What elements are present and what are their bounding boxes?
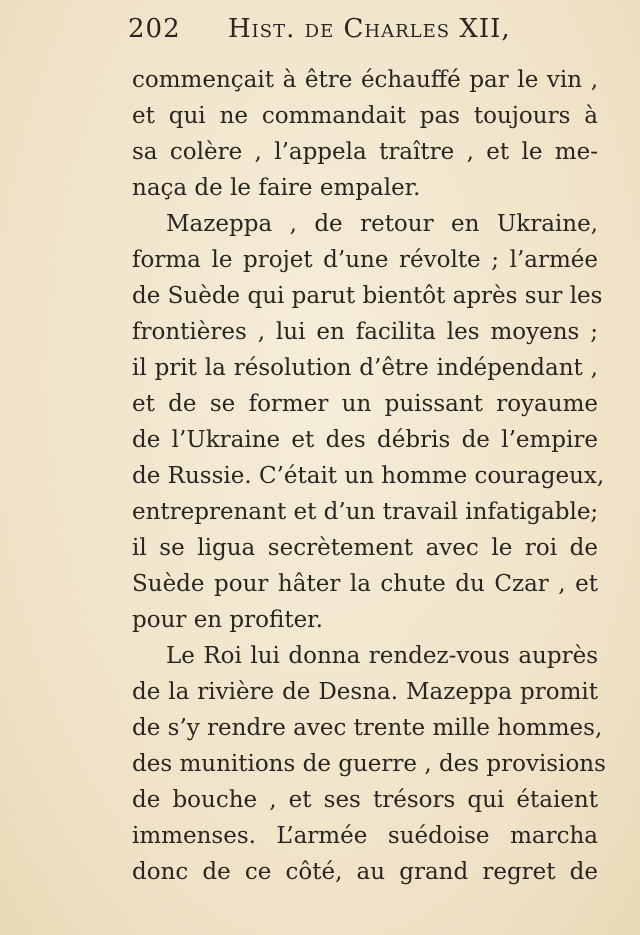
paragraph-start-line: Le Roi lui donna rendez-vous auprès bbox=[166, 643, 598, 669]
text-line: de la rivière de Desna. Mazeppa promit bbox=[132, 679, 598, 705]
text-line: des munitions de guerre , des provisions bbox=[132, 751, 606, 777]
text-line: frontières , lui en facilita les moyens ; bbox=[132, 319, 598, 345]
page-number: 202 bbox=[128, 14, 181, 44]
paragraph-start-line: Mazeppa , de retour en Ukraine, bbox=[166, 211, 598, 237]
text-line: entreprenant et d’un travail infatigable; bbox=[132, 499, 599, 525]
text-line: il prit la résolution d’être indépendant , bbox=[132, 355, 598, 381]
text-line: de bouche , et ses trésors qui étaient bbox=[132, 787, 598, 813]
text-line: naça de le faire empaler. bbox=[132, 175, 421, 201]
text-line: sa colère , l’appela traître , et le me- bbox=[132, 139, 598, 165]
text-line: il se ligua secrètement avec le roi de bbox=[132, 535, 598, 561]
text-line: et de se former un puissant royaume bbox=[132, 391, 598, 417]
text-line: de s’y rendre avec trente mille hommes, bbox=[132, 715, 603, 741]
text-line: de Suède qui parut bientôt après sur les bbox=[132, 283, 603, 309]
text-line: Suède pour hâter la chute du Czar , et bbox=[132, 571, 598, 597]
text-line: commençait à être échauffé par le vin , bbox=[132, 67, 598, 93]
text-line: forma le projet d’une révolte ; l’armée bbox=[132, 247, 598, 273]
page-header bbox=[128, 14, 598, 58]
text-line: immenses. L’armée suédoise marcha bbox=[132, 823, 598, 849]
text-line: et qui ne commandait pas toujours à bbox=[132, 103, 598, 129]
body-text bbox=[132, 62, 606, 890]
running-title: Hist. de Charles XII, bbox=[228, 14, 511, 44]
text-line: pour en profiter. bbox=[132, 607, 323, 633]
text-line: de l’Ukraine et des débris de l’empire bbox=[132, 427, 598, 453]
text-line: de Russie. C’était un homme courageux, bbox=[132, 463, 605, 489]
text-line: donc de ce côté, au grand regret de bbox=[132, 859, 598, 885]
